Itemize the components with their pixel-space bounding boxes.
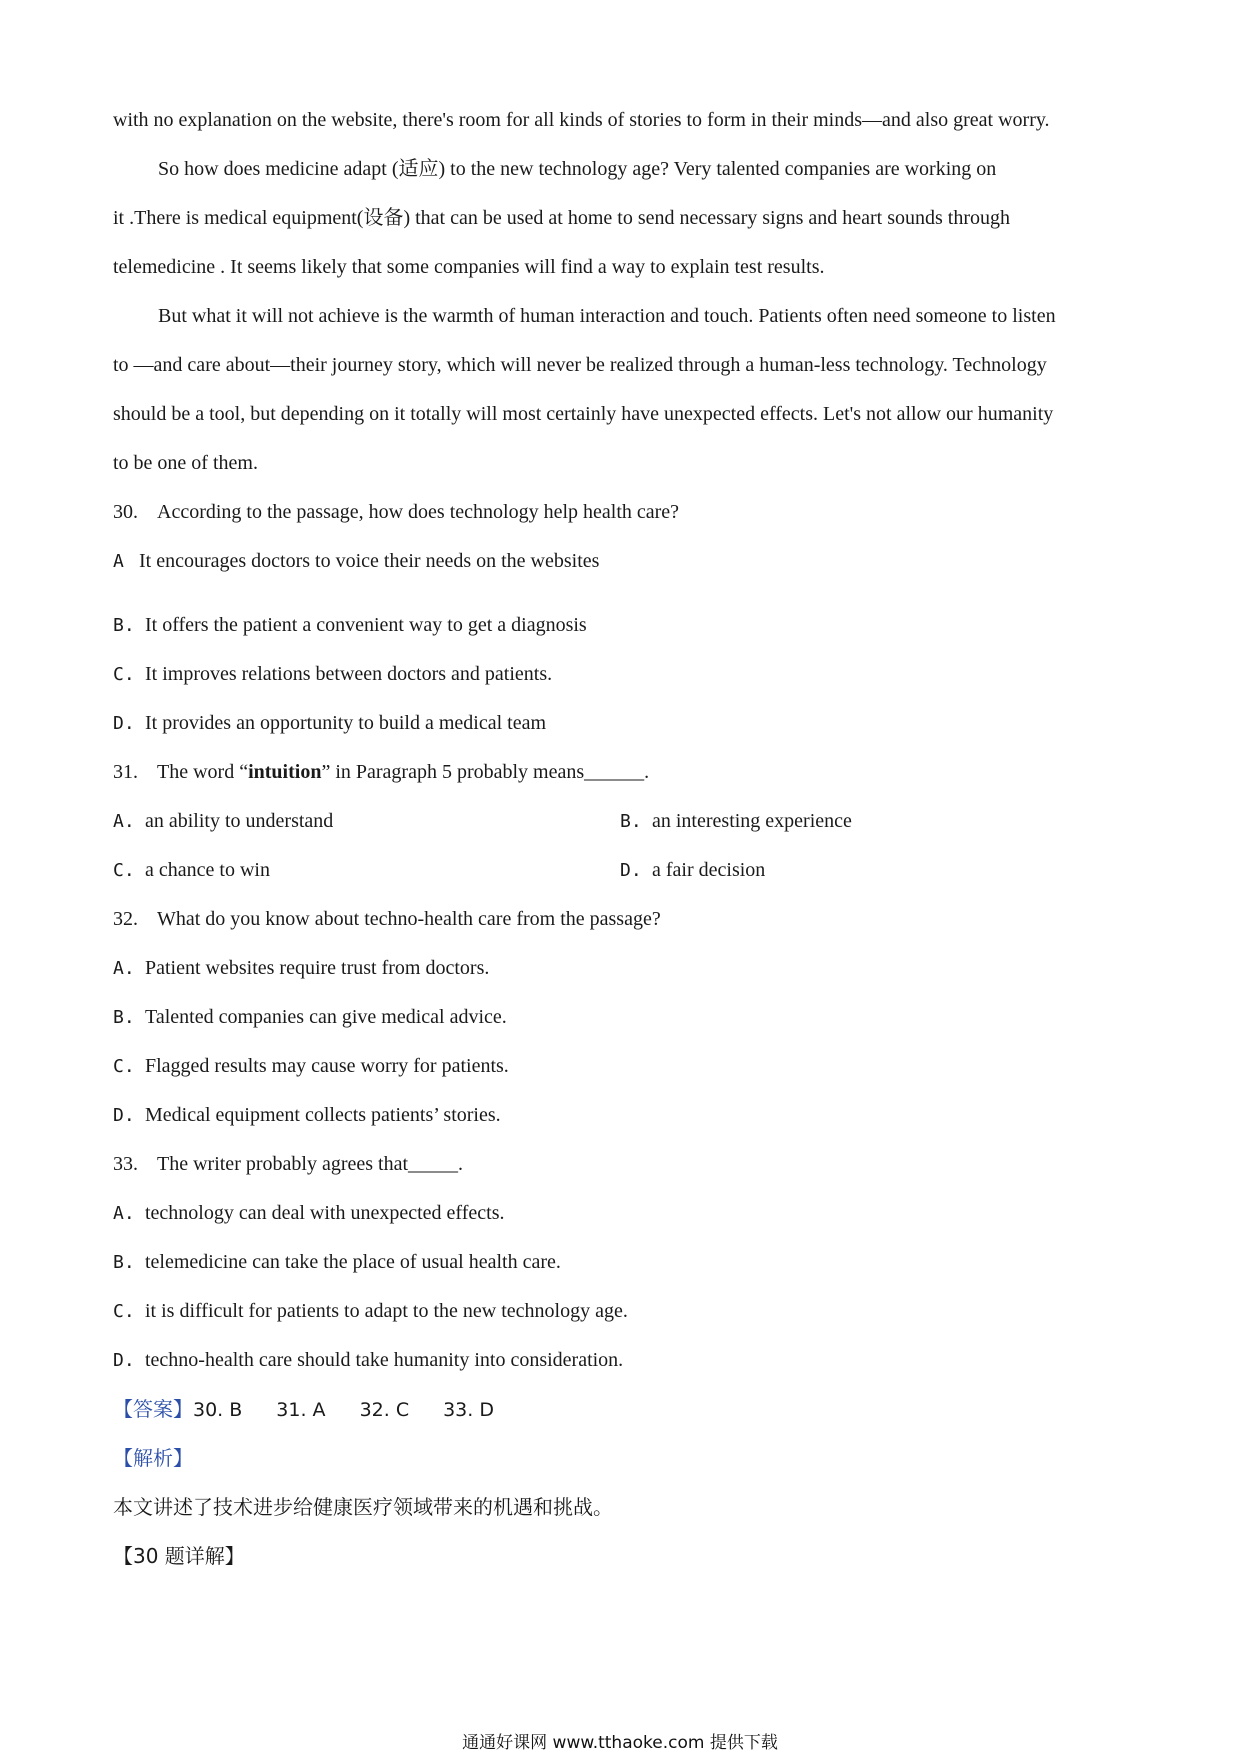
passage-line: to be one of them. [113,452,258,474]
option-text: technology can deal with unexpected effects. [145,1202,505,1224]
passage-line: it .There is medical equipment(设备) that can be used at home to send necessary signs and heart sounds through [113,207,1010,229]
passage-line: to —and care about—their journey story, which will never be realized through a human-less technology. Technology [113,354,1047,376]
option-item [113,709,546,738]
question-32-stem [113,905,661,933]
option-text: a fair decision [652,859,766,881]
analysis-label: 【解析】 [113,1446,193,1470]
question-number: 33. [113,1153,138,1175]
option-label: C. [113,860,135,881]
option-item [113,954,489,983]
question-text: The writer probably agrees that_____. [157,1153,464,1175]
option-text: Medical equipment collects patients’ stories. [145,1104,501,1126]
option-label: C. [113,1301,135,1322]
option-item [113,660,552,689]
page-footer: 通通好课网 www.tthaoke.com 提供下载 [462,1733,778,1753]
answer-line [113,1395,528,1424]
option-text: Patient websites require trust from doctors. [145,957,490,979]
question-31-stem [113,758,649,786]
option-text: it is difficult for patients to adapt to the new technology age. [145,1300,628,1322]
option-item [113,1346,623,1375]
passage-line: with no explanation on the website, there's room for all kinds of stories to form in their minds—and also great worry. [113,109,1050,131]
question-text: ” in Paragraph 5 probably means______. [321,761,650,783]
option-label: A. [113,811,135,832]
option-label: B. [113,1007,135,1028]
option-text: It offers the patient a convenient way to get a diagnosis [145,614,587,636]
option-text: a chance to win [145,859,270,881]
option-label: B. [113,1252,135,1273]
question-number: 32. [113,908,138,930]
option-text: an interesting experience [652,810,852,832]
option-item [113,1052,509,1081]
passage-line: But what it will not achieve is the warmth of human interaction and touch. Patients often need someone to listen [158,305,1056,327]
q30-detail-heading: 【30 题详解】 [113,1544,245,1568]
option-item [113,1248,561,1277]
question-number: 30. [113,501,138,523]
option-item [113,1101,501,1130]
option-text: telemedicine can take the place of usual health care. [145,1251,561,1273]
question-text: According to the passage, how does technology help health care? [157,501,680,523]
answer-item: 30. B [193,1399,243,1421]
answer-item: 32. C [359,1399,410,1421]
option-label: A. [113,1203,135,1224]
option-text: techno-health care should take humanity into consideration. [145,1349,624,1371]
option-label: A [113,551,124,572]
option-text: Talented companies can give medical advice. [145,1006,507,1028]
answer-item: 33. D [443,1399,494,1421]
option-label: C. [113,1056,135,1077]
option-label: D. [113,1105,135,1126]
option-item [113,547,599,576]
question-text: The word “ [157,761,249,783]
option-item [113,1297,628,1326]
option-item [113,1003,507,1032]
option-label: B. [620,811,642,832]
option-item [113,1199,504,1228]
answer-label: 【答案】 [113,1397,193,1421]
option-item [113,856,270,885]
option-item [620,807,852,836]
option-label: A. [113,958,135,979]
question-33-stem [113,1150,463,1178]
option-text: It encourages doctors to voice their needs on the websites [139,550,600,572]
option-label: D. [113,1350,135,1371]
option-label: B. [113,615,135,636]
answer-item: 31. A [276,1399,326,1421]
option-label: D. [620,860,642,881]
passage-line: So how does medicine adapt (适应) to the new technology age? Very talented companies are working on [158,158,997,180]
option-text: Flagged results may cause worry for patients. [145,1055,509,1077]
option-label: D. [113,713,135,734]
option-text: It improves relations between doctors and patients. [145,663,553,685]
question-keyword: intuition [248,761,322,783]
option-text: an ability to understand [145,810,334,832]
analysis-heading [113,1444,193,1473]
option-item [620,856,765,885]
question-number: 31. [113,761,138,783]
analysis-summary: 本文讲述了技术进步给健康医疗领域带来的机遇和挑战。 [113,1495,613,1519]
option-text: It provides an opportunity to build a medical team [145,712,547,734]
question-30-stem [113,498,679,526]
passage-line: telemedicine . It seems likely that some companies will find a way to explain test results. [113,256,825,278]
passage-line: should be a tool, but depending on it totally will most certainly have unexpected effects. Let's not allow our humanity [113,403,1054,425]
question-text: What do you know about techno-health care from the passage? [157,908,661,930]
option-item [113,611,587,640]
option-item [113,807,333,836]
option-label: C. [113,664,135,685]
